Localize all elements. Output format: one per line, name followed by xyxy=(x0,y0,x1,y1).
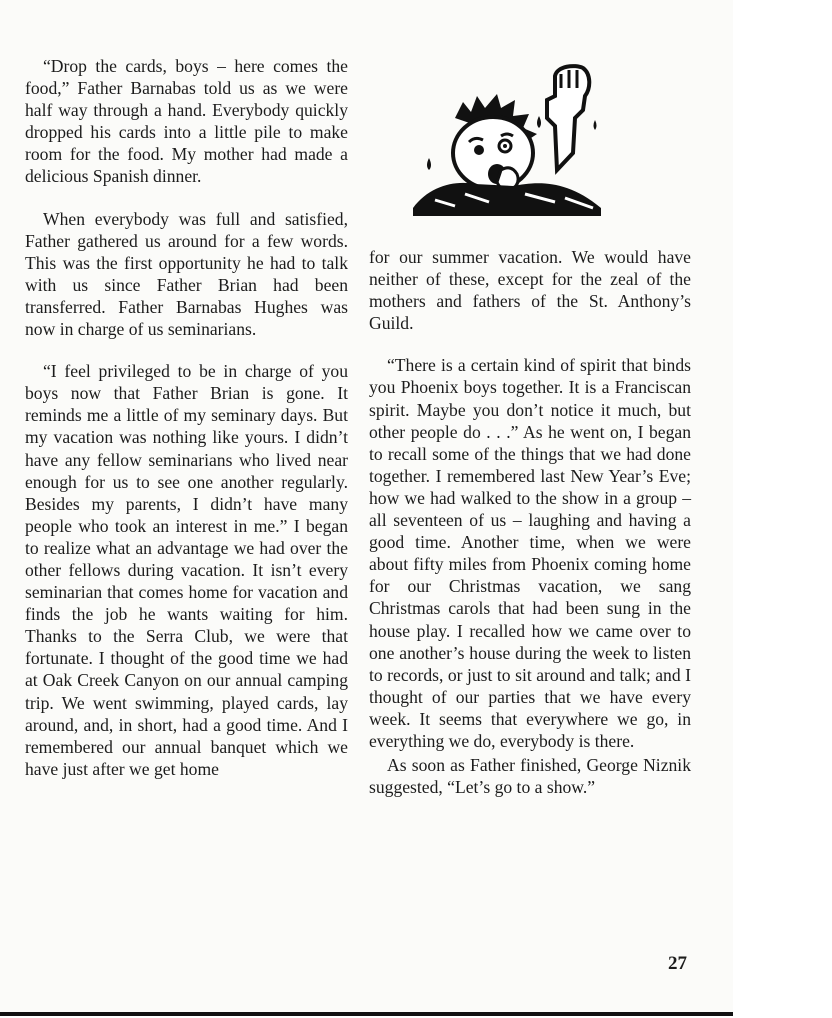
paragraph: “There is a certain kind of spirit that binds you Phoenix boys together. It is a Franciscan spirit. Maybe you don’t notice it much, but other people do . . .” As he went on, I began to recall some of the things that we had done together. I remembered last New Year’s Eve; how we had walked to the show in a group – all seventeen of us – laughing and having a good time. Another time, when we were about fifty miles from Phoenix coming home for our Christmas vacation, we sang Christmas carols that had been sung in the house play. I recalled how we came over to one another’s house during the week to listen to records, or just to sit around and talk; and I thought of our parties that we have every week. It seems that everywhere we go, in everything we do, everybody is there. xyxy=(369,355,691,751)
paragraph: When everybody was full and satisfied, Father gathered us around for a few words. This was the first opportunity he had to talk with us since Father Brian had been transferred. Father Barnabas Hughes was now in charge of us seminarians. xyxy=(25,208,348,340)
left-text-column xyxy=(25,55,348,780)
page-number: 27 xyxy=(668,953,687,974)
paragraph: for our summer vacation. We would have neither of these, except for the zeal of the mothers and fathers of the St. Anthony’s Guild. xyxy=(369,247,691,334)
cartoon-boy-raising-hand-icon xyxy=(405,58,615,223)
right-text-column xyxy=(369,246,691,798)
paragraph: As soon as Father finished, George Niznik suggested, “Let’s go to a show.” xyxy=(369,755,691,798)
page-edge-divider xyxy=(0,1012,733,1016)
paragraph: “Drop the cards, boys – here comes the food,” Father Barnabas told us as we were half way through a hand. Everybody quickly dropped his cards into a little pile to make room for the food. My mother had made a delicious Spanish dinner. xyxy=(25,56,348,187)
paragraph: “I feel privileged to be in charge of you boys now that Father Brian is gone. It reminds me a little of my seminary days. But my vacation was nothing like yours. I didn’t have any fellow seminarians who lived near enough for us to see one another regularly. Besides my parents, I didn’t have many people who took an interest in me.” I began to realize what an advantage we had over the other fellows during vacation. It isn’t every seminarian that comes home for vacation and finds the job he wants waiting for him. Thanks to the Serra Club, we were that fortunate. I thought of the good time we had at Oak Creek Canyon on our annual camping trip. We went swimming, played cards, lay around, and, in short, had a good time. And I remembered our annual banquet which we have just after we get home xyxy=(25,361,348,779)
